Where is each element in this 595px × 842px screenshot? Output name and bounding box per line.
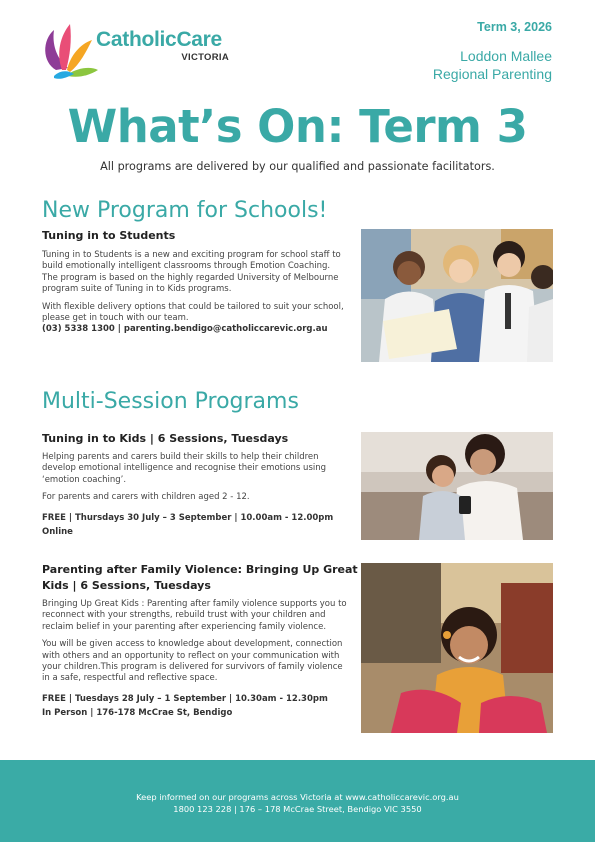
footer-text [0, 792, 595, 815]
violence-para-2: You will be given access to knowledge about development, connection with others and an opportunity to reflect on your communication with your children.This program is delivered for survivors of family violence in a safe, respectful and reflective space. [42, 639, 343, 684]
students-para-1: Tuning in to Students is a new and exciting program for school staff to build emotionally intelligent classrooms through Emotion Coaching. The program is based on the highly regarded University of Melbourne program suite of Tuning in to Kids programs. [42, 250, 341, 295]
program-title-kids: Tuning in to Kids | 6 Sessions, Tuesdays [42, 432, 289, 445]
photo-smiling-girl [361, 563, 553, 733]
program-body-violence [42, 599, 347, 720]
brand-name: CatholicCare [96, 28, 222, 51]
violence-details-2: In Person | 176-178 McCrae St, Bendigo [42, 708, 233, 719]
program-title-violence [42, 562, 358, 594]
violence-title-line-1: Parenting after Family Violence: Bringing Up Great [42, 563, 358, 576]
kids-para-2: For parents and carers with children aged 2 - 12. [42, 492, 250, 503]
students-para-2: With flexible delivery options that could be tailored to suit your school, please get in touch with our team. [42, 301, 344, 324]
page-subtitle: All programs are delivered by our qualified and passionate facilitators. [100, 160, 495, 173]
section-heading-schools: New Program for Schools! [42, 198, 328, 223]
term-block [433, 20, 552, 83]
program-body-kids [42, 452, 347, 538]
kids-para-1: Helping parents and carers build their skills to help their children develop emotional intelligence and recognise their emotions using ‘emotion coaching’. [42, 452, 327, 485]
violence-details-1: FREE | Tuesdays 28 July – 1 September | 10.30am - 12.30pm [42, 693, 328, 704]
catholiccare-logo-icon [40, 20, 100, 82]
photo-students-reading [361, 229, 553, 362]
page-title: What’s On: Term 3 [67, 100, 528, 153]
section-heading-multi: Multi-Session Programs [42, 389, 299, 414]
students-contact: (03) 5338 1300 | parenting.bendigo@catholiccarevic.org.au [42, 324, 328, 335]
kids-details-2: Online [42, 527, 73, 538]
violence-title-line-2: Kids | 6 Sessions, Tuesdays [42, 579, 211, 592]
term-label: Term 3, 2026 [477, 20, 552, 34]
brand-logotype [96, 29, 229, 63]
region-line-2: Regional Parenting [432, 66, 552, 82]
footer-line-2: 1800 123 228 | 176 – 178 McCrae Street, Bendigo VIC 3550 [173, 803, 422, 814]
program-body-students [42, 250, 347, 336]
brand-subname: VICTORIA [181, 52, 229, 63]
photo-mother-daughter [361, 432, 553, 540]
footer-line-1: Keep informed on our programs across Victoria at www.catholiccarevic.org.au [136, 792, 459, 802]
kids-details-1: FREE | Thursdays 30 July – 3 September | 10.00am - 12.00pm [42, 512, 334, 523]
violence-para-1: Bringing Up Great Kids : Parenting after family violence supports you to reconnect with your strengths, rebuild trust with your children and reclaim belief in your parenting after experiencing family violence. [42, 599, 347, 632]
program-title-students: Tuning in to Students [42, 229, 176, 242]
region-line-1: Loddon Mallee [460, 48, 552, 64]
